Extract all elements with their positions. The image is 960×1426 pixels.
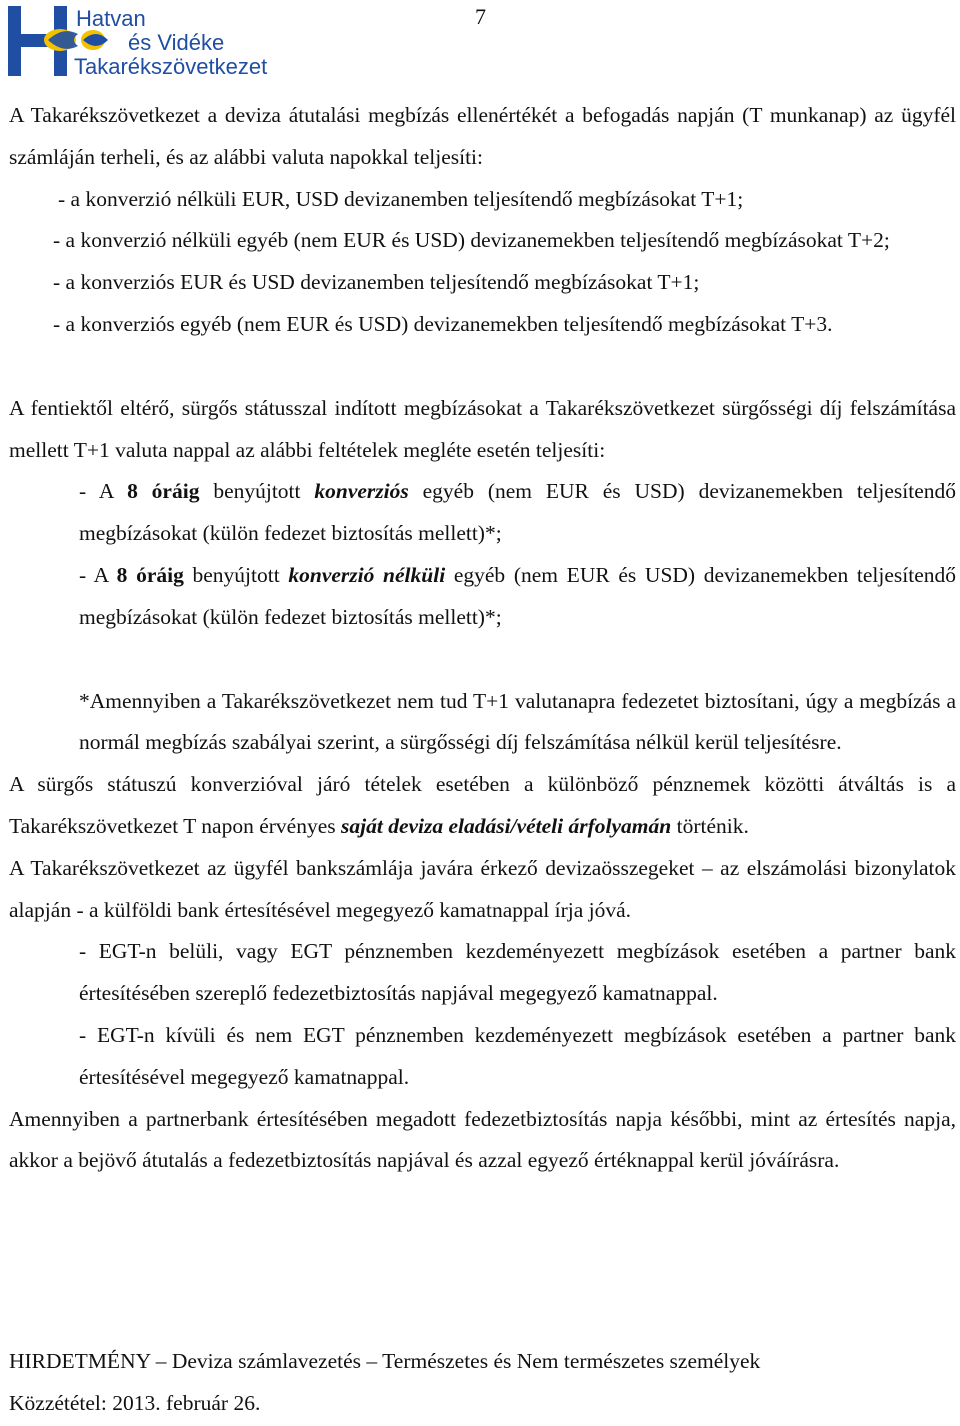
list-item-urgent-conversion: - A 8 óráig benyújtott konverziós egyéb (nem EUR és USD) devizanemekben teljesítendő megbízásokat (külön fedezet biztosítás mellett)*; xyxy=(79,479,957,546)
footer-title: HIRDETMÉNY – Deviza számlavezetés – Természetes és Nem természetes személyek xyxy=(9,1349,761,1373)
spacer xyxy=(9,639,956,681)
paragraph-exchange: A sürgős státuszú konverzióval járó tételek esetében a különböző pénznemek közötti átváltás is a Takarékszövetkezet T napon érvényes saját deviza eladási/vételi árfolyamán történik. xyxy=(9,772,956,838)
list-item: - a konverziós EUR és USD devizanemben teljesítendő megbízásokat T+1; xyxy=(53,270,700,295)
paragraph-partnerbank: Amennyiben a partnerbank értesítésében megadott fedezetbiztosítás napja későbbi, mint az értesítés napja, akkor a bejövő átutalás a fedezetbiztosítás napjával és azzal egyező értéknappal kerül jóváírásra. xyxy=(9,1106,956,1173)
list-item: - EGT-n belüli, vagy EGT pénznemben kezdeményezett megbízások esetében a partner bank értesítésében szereplő fedezetbiztosítás napjával megegyező kamatnappal. xyxy=(79,939,956,1006)
paragraph-incoming: A Takarékszövetkezet az ügyfél bankszámlája javára érkező devizaösszegeket – az elszámolási bizonylatok alapján - a külföldi bank értesítésével megegyező kamatnappal írja jóvá. xyxy=(9,855,956,922)
footer-date: Közzététel: 2013. február 26. xyxy=(9,1391,261,1415)
list-item: - a konverzió nélküli egyéb (nem EUR és USD) devizanemekben teljesítendő megbízásokat T+2; xyxy=(53,228,890,253)
company-logo xyxy=(8,4,308,78)
list-item: - EGT-n kívüli és nem EGT pénznemben kezdeményezett megbízások esetében a partner bank értesítésével megegyező kamatnappal. xyxy=(79,1022,956,1089)
logo-line1: Hatvan xyxy=(76,6,146,31)
page-footer xyxy=(9,1340,956,1424)
list-item-urgent-no-conversion: - A 8 óráig benyújtott konverzió nélküli egyéb (nem EUR és USD) devizanemekben teljesítendő megbízásokat (külön fedezet biztosítás mellett)*; xyxy=(79,562,956,629)
list-item: - a konverzió nélküli EUR, USD devizanemben teljesítendő megbízásokat T+1; xyxy=(58,186,744,211)
logo-line2: és Vidéke xyxy=(128,30,225,55)
paragraph-value-dates: A Takarékszövetkezet a deviza átutalási megbízás ellenértékét a befogadás napján (T munkanap) az ügyfél számláján terheli, és az alábbi valuta napokkal teljesíti: xyxy=(9,103,956,169)
paragraph-urgent: A fentiektől eltérő, sürgős státusszal indított megbízásokat a Takarékszövetkezet sürgősségi díj felszámítása mellett T+1 valuta nappal az alábbi feltételek megléte esetén teljesíti: xyxy=(9,395,956,462)
document-body xyxy=(9,95,956,1182)
logo-graphic xyxy=(8,4,308,78)
spacer xyxy=(9,346,956,388)
footnote: *Amennyiben a Takarékszövetkezet nem tud T+1 valutanapra fedezetet biztosítani, úgy a megbízás a normál megbízás szabályai szerint, a sürgősségi díj felszámítása nélkül kerül teljesítésre. xyxy=(79,688,956,755)
list-item: - a konverziós egyéb (nem EUR és USD) devizanemekben teljesítendő megbízásokat T+3. xyxy=(53,311,833,336)
page-number: 7 xyxy=(475,4,486,29)
logo-line3: Takarékszövetkezet xyxy=(74,54,268,78)
